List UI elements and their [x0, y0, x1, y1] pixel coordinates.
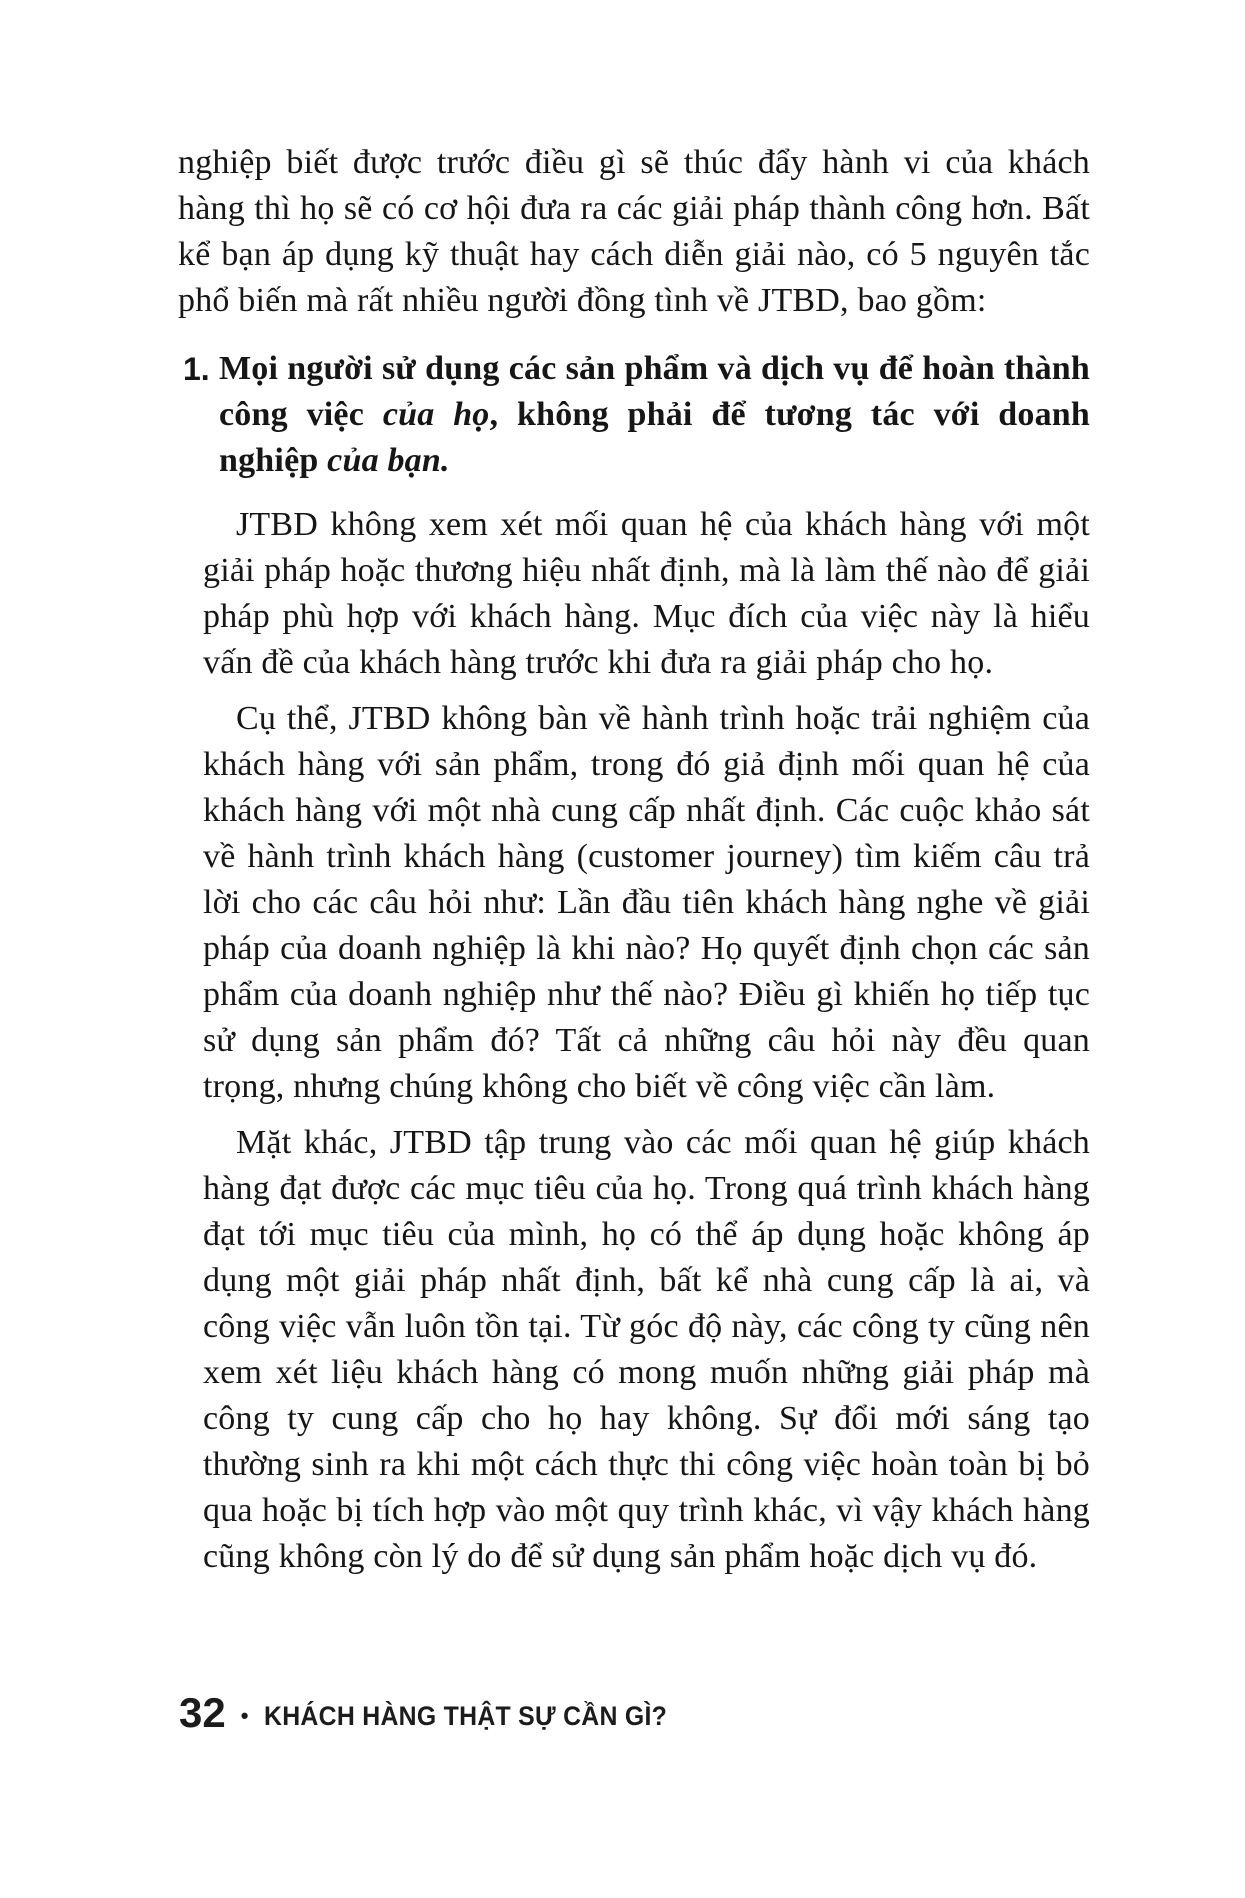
list-text-segment: , không phải để tương tác với doanh nghiệp: [219, 396, 1090, 479]
body-paragraph: Mặt khác, JTBD tập trung vào các mối quan hệ giúp khách hàng đạt được các mục tiêu của họ. Trong quá trình khách hàng đạt tới mục tiêu của mình, họ có thể áp dụng hoặc không áp dụng một giải pháp nhất định, bất kể nhà cung cấp là ai, và công việc vẫn luôn tồn tại. Từ góc độ này, các công ty cũng nên xem xét liệu khách hàng có mong muốn những giải pháp mà công ty cung cấp cho họ hay không. Sự đổi mới sáng tạo thường sinh ra khi một cách thực thi công việc hoàn toàn bị bỏ qua hoặc bị tích hợp vào một quy trình khác, vì vậy khách hàng cũng không còn lý do để sử dụng sản phẩm hoặc dịch vụ đó.: [203, 1124, 1090, 1575]
body-paragraph: JTBD không xem xét mối quan hệ của khách hàng với một giải pháp hoặc thương hiệu nhất định, mà là làm thế nào để giải pháp phù hợp với khách hàng. Mục đích của việc này là hiểu vấn đề của khách hàng trước khi đưa ra giải pháp cho họ.: [203, 506, 1090, 681]
numbered-list-item: [178, 346, 1090, 484]
list-item-text: [219, 346, 1090, 484]
page-footer: [179, 1689, 703, 1736]
page-number: 32: [179, 1689, 226, 1736]
intro-paragraph: nghiệp biết được trước điều gì sẽ thúc đẩy hành vi của khách hàng thì họ sẽ có cơ hội đưa ra các giải pháp thành công hơn. Bất kể bạn áp dụng kỹ thuật hay cách diễn giải nào, có 5 nguyên tắc phổ biến mà rất nhiều người đồng tình về JTBD, bao gồm:: [178, 144, 1090, 319]
list-text-segment: Mọi người sử dụng các sản phẩm và dịch vụ để hoàn thành công việc: [219, 350, 1090, 433]
bullet-separator-icon: •: [240, 1703, 249, 1728]
list-text-segment-italic: của họ: [382, 396, 490, 433]
running-title: KHÁCH HÀNG THẬT SỰ CẦN GÌ?: [264, 1700, 668, 1731]
page-body: [178, 140, 1090, 1580]
list-text-segment-italic: của bạn.: [327, 442, 450, 479]
body-paragraph: Cụ thể, JTBD không bàn về hành trình hoặc trải nghiệm của khách hàng với sản phẩm, trong đó giả định mối quan hệ của khách hàng với một nhà cung cấp nhất định. Các cuộc khảo sát về hành trình khách hàng (customer journey) tìm kiếm câu trả lời cho các câu hỏi như: Lần đầu tiên khách hàng nghe về giải pháp của doanh nghiệp là khi nào? Họ quyết định chọn các sản phẩm của doanh nghiệp như thế nào? Điều gì khiến họ tiếp tục sử dụng sản phẩm đó? Tất cả những câu hỏi này đều quan trọng, nhưng chúng không cho biết về công việc cần làm.: [203, 700, 1090, 1105]
list-item-number: 1.: [183, 351, 210, 387]
